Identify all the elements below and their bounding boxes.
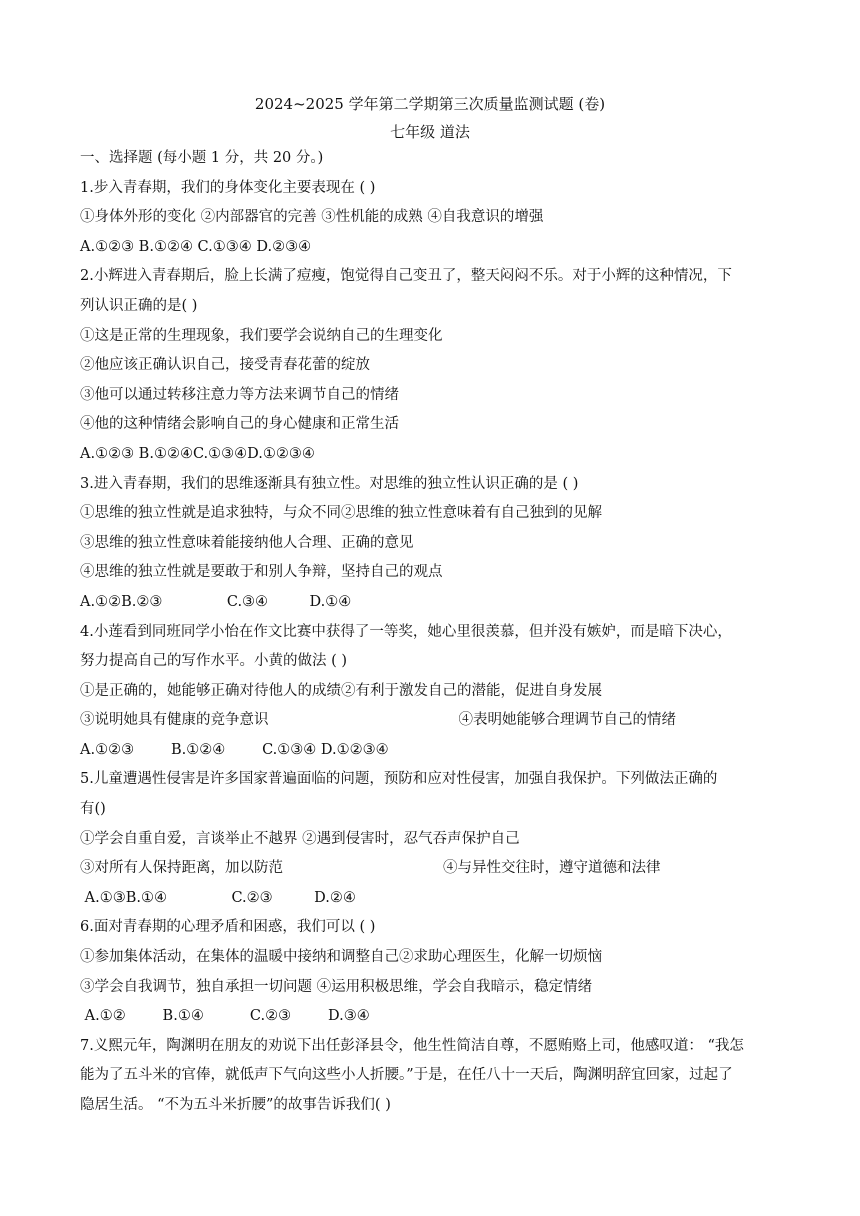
question-item: ③他可以通过转移注意力等方法来调节自己的情绪	[80, 386, 399, 403]
question-2	[80, 262, 780, 469]
question-stem: 7.义熙元年，陶渊明在朋友的劝说下出任彭泽县令，他生性简洁自尊，不愿贿赂上司，他感叹道： “我怎	[80, 1037, 744, 1054]
question-stem: 4.小莲看到同班同学小怡在作文比赛中获得了一等奖，她心里很羡慕，但并没有嫉妒，而是暗下决心，	[80, 623, 732, 640]
question-5	[80, 765, 780, 913]
question-item: ④与异性交往时，遵守道德和法律	[443, 860, 661, 877]
question-stem: 6.面对青春期的心理矛盾和困惑，我们可以 ( )	[80, 919, 376, 936]
question-1	[80, 174, 780, 263]
question-stem-continued: 能为了五斗米的官俸，就低声下气向这些小人折腰。”于是，在任八十一天后，陶渊明辞宜回家，过起了	[80, 1067, 733, 1084]
question-options: A.①②③ B.①②④ C.①③④ D.②③④	[80, 238, 312, 255]
question-stem: 1.步入青春期，我们的身体变化主要表现在 ( )	[80, 179, 376, 196]
question-item: ③对所有人保持距离，加以防范	[80, 860, 283, 877]
question-item: ④他的这种情绪会影响自己的身心健康和正常生活	[80, 416, 399, 433]
question-item-row	[80, 706, 780, 736]
question-item: ①学会自重自爱，言谈举止不越界 ②遇到侵害时，忍气吞声保护自己	[80, 830, 520, 847]
question-item: ④表明她能够合理调节自己的情绪	[458, 712, 676, 729]
question-7	[80, 1032, 780, 1121]
question-item: ③学会自我调节，独自承担一切问题 ④运用积极思维，学会自我暗示，稳定情绪	[80, 978, 593, 995]
question-options: A.①②B.②③ C.③④ D.①④	[80, 593, 352, 610]
question-options: A.①②③ B.①②④ C.①③④ D.①②③④	[80, 741, 389, 758]
question-items: ①身体外形的变化 ②内部器官的完善 ③性机能的成熟 ④自我意识的增强	[80, 209, 544, 226]
question-stem-continued: 努力提高自己的写作水平。小黄的做法 ( )	[80, 653, 348, 670]
question-item-row	[80, 854, 780, 884]
question-3	[80, 470, 780, 618]
question-item: ①这是正常的生理现象，我们要学会说纳自己的生理变化	[80, 327, 443, 344]
question-item: ③思维的独立性意味着能接纳他人合理、正确的意见	[80, 534, 414, 551]
question-stem-continued: 有()	[80, 801, 106, 818]
question-item: ①思维的独立性就是追求独特，与众不同②思维的独立性意味着有自己独到的见解	[80, 505, 602, 522]
exam-page	[80, 92, 780, 1121]
question-4	[80, 618, 780, 766]
question-options: A.①②③ B.①②④C.①③④D.①②③④	[80, 445, 315, 462]
question-item: ②他应该正确认识自己，接受青春花蕾的绽放	[80, 357, 370, 374]
section-heading: 一、选择题 (每小题 1 分，共 20 分。)	[80, 150, 324, 166]
question-options: A.①② B.①④ C.②③ D.③④	[80, 1008, 370, 1025]
question-6	[80, 913, 780, 1031]
question-item: ③说明她具有健康的竞争意识	[80, 712, 269, 729]
question-stem: 3.进入青春期，我们的思维逐渐具有独立性。对思维的独立性认识正确的是 ( )	[80, 475, 579, 492]
exam-title: 2024~2025 学年第二学期第三次质量监测试题 (卷)	[254, 95, 606, 113]
question-stem: 5.儿童遭遇性侵害是许多国家普遍面临的问题，预防和应对性侵害，加强自我保护。下列做法正确的	[80, 771, 718, 788]
question-stem: 2.小辉进入青春期后，脸上长满了痘瘦，饱觉得自己变丑了，整天闷闷不乐。对于小辉的这种情况，下	[80, 268, 732, 285]
question-stem-continued: 隐居生活。 “不为五斗米折腰”的故事告诉我们( )	[80, 1097, 391, 1113]
exam-subtitle: 七年级 道法	[390, 123, 470, 141]
question-options: A.①③B.①④ C.②③ D.②④	[80, 889, 356, 906]
question-stem-continued: 列认识正确的是( )	[80, 297, 198, 314]
question-item: ④思维的独立性就是要敢于和别人争辩，坚持自己的观点	[80, 564, 443, 581]
question-item: ①参加集体活动，在集体的温暖中接纳和调整自己②求助心理医生，化解一切烦恼	[80, 949, 602, 966]
question-item: ①是正确的，她能够正确对待他人的成绩②有利于激发自己的潜能，促进自身发展	[80, 682, 602, 699]
